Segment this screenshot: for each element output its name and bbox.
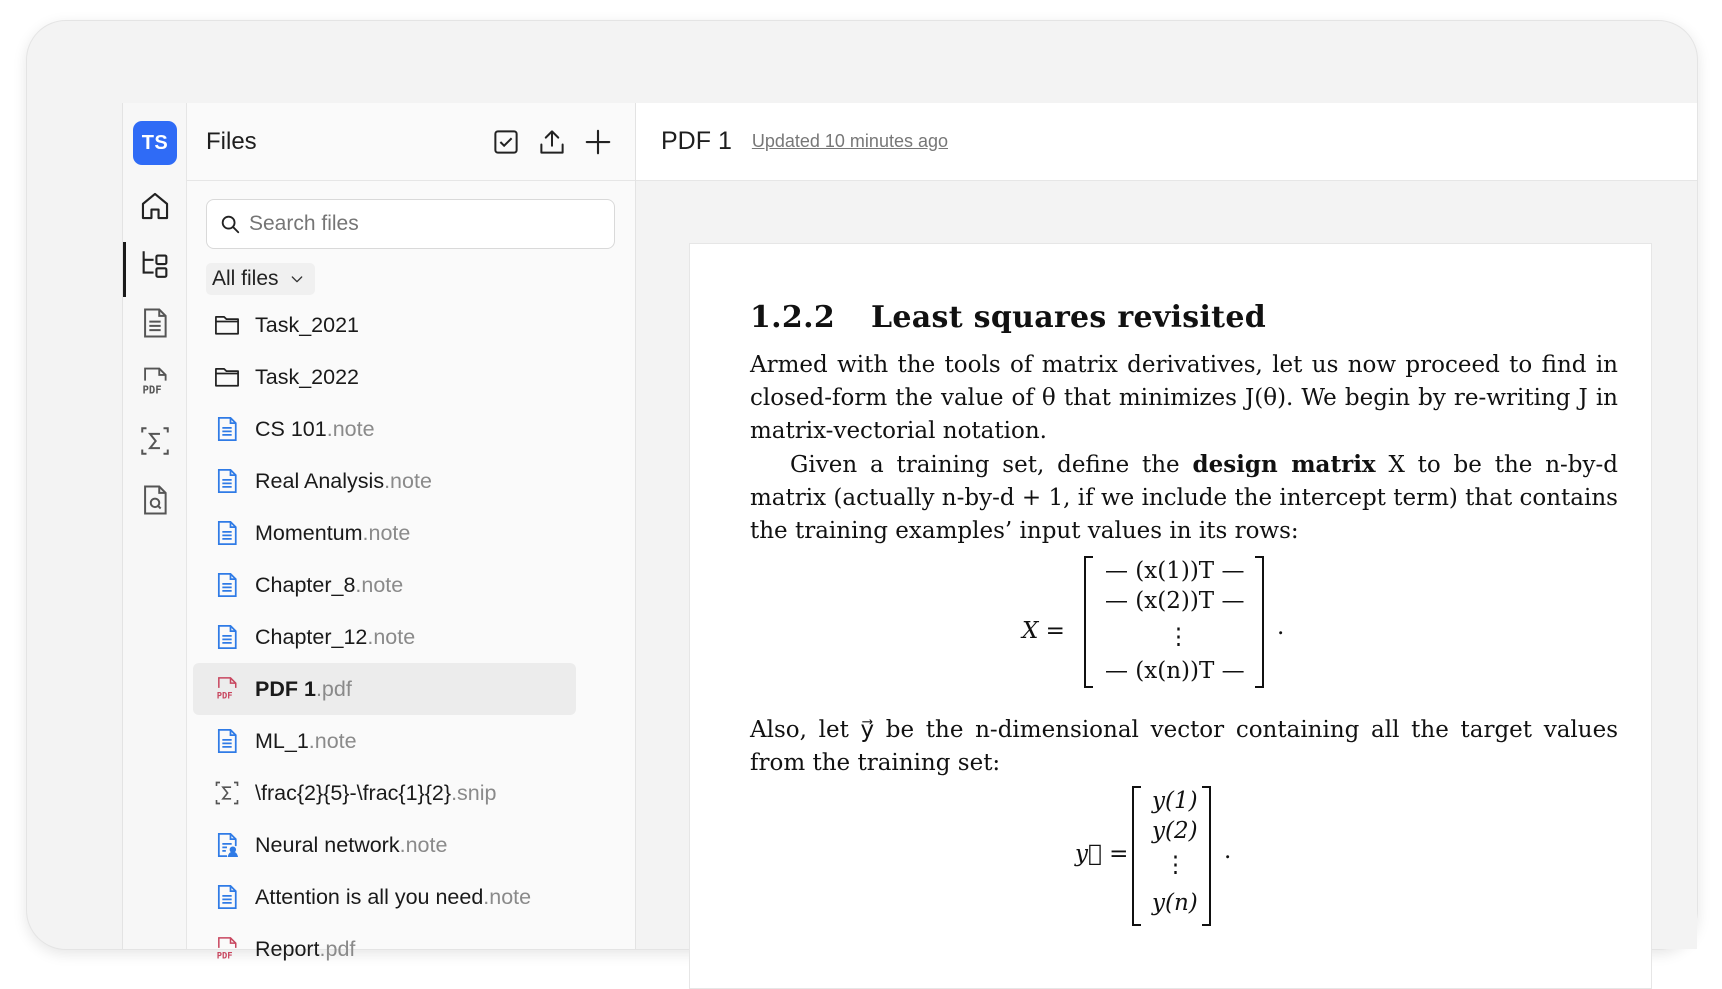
file-type-icon [213, 727, 241, 755]
pdf-page [689, 243, 1652, 989]
file-name: PDF 1 [255, 676, 316, 701]
folder-icon [213, 311, 241, 339]
file-extension: .note [399, 832, 448, 857]
file-list [187, 299, 635, 975]
file-item[interactable] [193, 923, 576, 975]
file-extension: .note [326, 416, 375, 441]
file-name: Momentum [255, 520, 363, 545]
file-type-icon [213, 675, 241, 703]
search-input[interactable] [249, 212, 602, 236]
file-item[interactable] [193, 507, 576, 559]
eq2-right-bracket [1202, 786, 1211, 926]
note-icon [213, 519, 241, 547]
note-icon [213, 883, 241, 911]
file-extension: .pdf [315, 676, 352, 701]
file-type-icon [213, 883, 241, 911]
file-item[interactable] [193, 767, 576, 819]
file-type-icon [213, 363, 241, 391]
file-extension: .note [483, 884, 532, 909]
note-icon [213, 727, 241, 755]
app-container [122, 103, 1697, 962]
eq2-row-2: y(2) [1152, 818, 1198, 844]
chevron-down-icon [289, 271, 305, 287]
eq1-row-2: — (x(2))T — [1105, 588, 1245, 614]
eq1-left-bracket [1084, 556, 1093, 688]
file-type-icon [213, 623, 241, 651]
eq1-lhs: X = [1022, 618, 1065, 644]
file-type-icon [213, 779, 241, 807]
rail-notes[interactable] [123, 298, 187, 348]
window-frame [26, 20, 1698, 962]
eq1-right-bracket [1255, 556, 1264, 688]
section-title: Least squares revisited [871, 300, 1266, 335]
select-button[interactable] [487, 123, 525, 161]
file-name: ML_1 [255, 728, 309, 753]
rail-search-files[interactable] [123, 475, 187, 525]
eq1-period: . [1277, 614, 1285, 640]
pdf-icon [138, 365, 172, 399]
new-file-button[interactable] [579, 123, 617, 161]
paragraph-2-start: Given a training set, define the [790, 452, 1193, 478]
file-item[interactable] [193, 559, 576, 611]
note-icon [213, 467, 241, 495]
file-name: Chapter_8 [255, 572, 356, 597]
eq2-lhs: y⃗ = [1075, 841, 1129, 867]
rail-home[interactable] [123, 181, 187, 231]
design-matrix-term: design matrix [1192, 451, 1376, 478]
file-name: Task_2022 [255, 364, 359, 389]
file-extension: .pdf [319, 936, 356, 961]
updated-link[interactable]: Updated 10 minutes ago [751, 131, 948, 151]
file-type-icon [213, 831, 241, 859]
file-extension: .note [367, 624, 416, 649]
file-name: CS 101 [255, 416, 327, 441]
eq1-row-4: — (x(n))T — [1105, 658, 1245, 684]
svg-text:PDF: PDF [142, 383, 162, 397]
file-tree-icon [138, 247, 172, 281]
file-item[interactable] [193, 351, 576, 403]
filter-dropdown[interactable] [206, 263, 315, 295]
checkbox-icon [491, 127, 521, 157]
file-type-icon [213, 311, 241, 339]
file-extension: .note [362, 520, 411, 545]
note-icon [213, 415, 241, 443]
note-icon [213, 623, 241, 651]
equation-design-matrix [750, 556, 1618, 706]
file-type-icon [213, 415, 241, 443]
nav-rail [123, 103, 187, 949]
snip-icon [213, 779, 241, 807]
search-box [206, 199, 615, 249]
paragraph-3: Also, let y⃗ be the n-dimensional vector containing all the target values from the training set: [750, 717, 1618, 776]
document-title: PDF 1 [661, 127, 732, 155]
file-extension: .note [308, 728, 357, 753]
home-icon [138, 189, 172, 223]
files-panel [187, 103, 636, 962]
file-extension: .note [384, 468, 432, 493]
upload-icon [537, 127, 567, 157]
file-item[interactable] [193, 299, 576, 351]
file-search-icon [138, 483, 172, 517]
eq2-row-4: y(n) [1152, 890, 1198, 916]
document-header [636, 103, 1697, 181]
avatar[interactable]: TS [133, 121, 177, 165]
shared-note-icon [213, 831, 241, 859]
file-name: Task_2021 [255, 312, 359, 337]
file-type-icon [213, 467, 241, 495]
file-type-icon [213, 519, 241, 547]
file-name: Neural network [255, 832, 400, 857]
section-number: 1.2.2 [750, 300, 836, 335]
file-type-icon [213, 571, 241, 599]
file-item[interactable] [193, 403, 576, 455]
file-name: Attention is all you need [255, 884, 484, 909]
equation-target-vector [750, 786, 1618, 936]
eq2-period: . [1224, 838, 1232, 864]
file-item[interactable] [193, 819, 576, 871]
paragraph-2-end: X to be the n-by-d matrix (actually n-by-d + 1, if we include the intercept term) that contains the training examples’ input values in its rows: [750, 452, 1618, 544]
rail-snips[interactable] [123, 416, 187, 466]
search-icon [219, 213, 241, 235]
plus-icon [583, 127, 613, 157]
file-name: Real Analysis [255, 468, 385, 493]
file-type-icon [213, 935, 241, 963]
upload-button[interactable] [533, 123, 571, 161]
eq2-left-bracket [1132, 786, 1141, 926]
eq2-row-3: ⋮ [1164, 852, 1187, 878]
files-header [187, 103, 635, 181]
eq1-row-3: ⋮ [1167, 624, 1190, 650]
file-item[interactable] [193, 455, 576, 507]
rail-files[interactable] [123, 239, 187, 289]
file-extension: .snip [451, 780, 497, 805]
file-name: \frac{2}{5}-\frac{1}{2} [255, 780, 452, 805]
file-item[interactable] [193, 611, 576, 663]
file-item[interactable] [193, 715, 576, 767]
svg-text:PDF: PDF [216, 951, 233, 962]
svg-text:PDF: PDF [216, 691, 233, 702]
file-item[interactable] [193, 871, 576, 923]
folder-icon [213, 363, 241, 391]
file-name: Report [255, 936, 320, 961]
eq2-row-1: y(1) [1152, 788, 1198, 814]
file-name: Chapter_12 [255, 624, 368, 649]
eq1-row-1: — (x(1))T — [1105, 558, 1245, 584]
rail-pdf[interactable] [123, 357, 187, 407]
section-heading [750, 300, 1618, 335]
note-icon [213, 571, 241, 599]
file-item[interactable] [193, 663, 576, 715]
filter-label: All files [212, 267, 279, 290]
sigma-icon [138, 424, 172, 458]
paragraph-2 [750, 448, 1618, 548]
file-extension: .note [355, 572, 404, 597]
pdf-file-icon [213, 675, 241, 703]
paragraph-1: Armed with the tools of matrix derivatives, let us now proceed to find in closed-form the value of θ that minimizes J(θ). We begin by re-writing J in matrix-vectorial notation. [750, 352, 1619, 444]
notes-icon [138, 306, 172, 340]
document-viewer [636, 103, 1697, 949]
files-title: Files [206, 127, 257, 155]
pdf-file-icon [213, 935, 241, 963]
